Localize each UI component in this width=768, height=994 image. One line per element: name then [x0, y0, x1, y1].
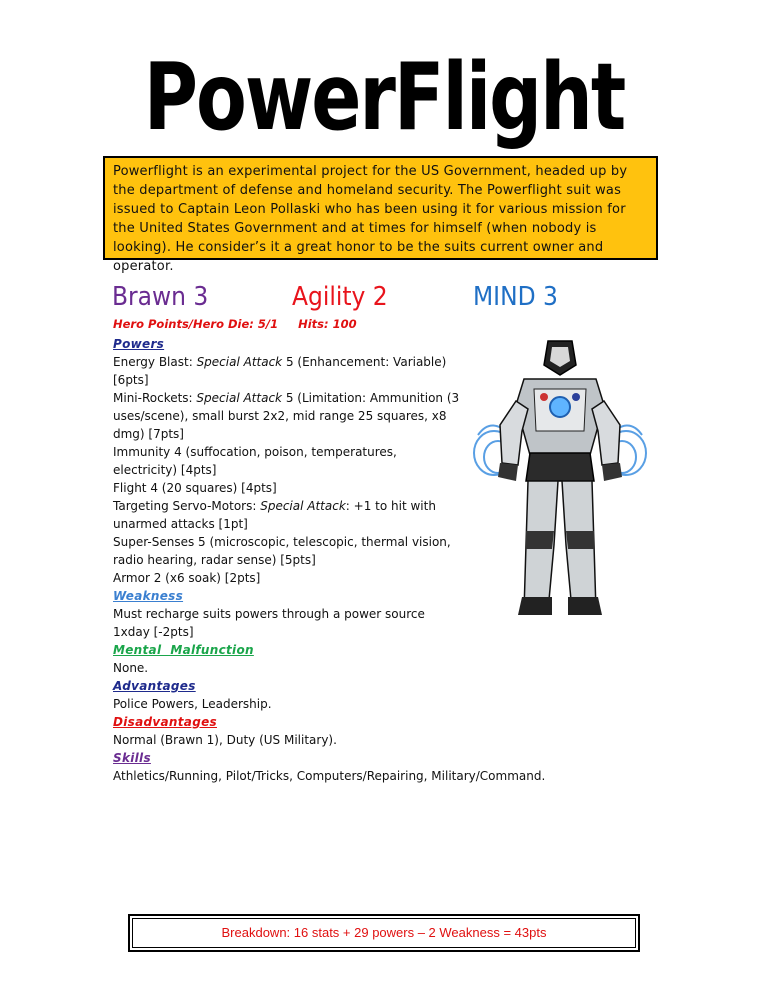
disadvantages-text: Normal (Brawn 1), Duty (US Military).	[113, 733, 337, 747]
hero-points-line: Hero Points/Hero Die: 5/1 Hits: 100	[113, 317, 357, 331]
intro-box: Powerflight is an experimental project for the US Government, headed up by the department of defense and homeland security. The Powerflight suit was issued to Captain Leon Pollaski who has been using it for various mission for the United States Government and at times for himself (when nobody is looking). He consider’s it a great honor to be the suits current owner and operator.	[103, 156, 658, 260]
breakdown-text: Breakdown: 16 stats + 29 powers – 2 Weakness = 43pts	[132, 918, 636, 948]
character-details	[113, 335, 546, 785]
power-item: Super-Senses 5 (microscopic, telescopic, thermal vision, radio hearing, radar sense) [5pts]	[113, 535, 451, 567]
skills-text: Athletics/Running, Pilot/Tricks, Computers/Repairing, Military/Command.	[113, 769, 546, 783]
armored-hero-illustration	[472, 335, 648, 621]
advantages-text: Police Powers, Leadership.	[113, 697, 272, 711]
skills-heading: Skills	[113, 751, 151, 765]
weakness-heading: Weakness	[113, 589, 184, 603]
power-item: Mini-Rockets: Special Attack 5 (Limitation: Ammunition (3 uses/scene), small burst 2x2, mid range 25 squares, x8 dmg) [7pts]	[113, 391, 460, 441]
power-item: Immunity 4 (suffocation, poison, temperatures, electricity) [4pts]	[113, 445, 397, 477]
power-item: Flight 4 (20 squares) [4pts]	[113, 481, 277, 495]
powers-heading: Powers	[113, 337, 165, 351]
mental-malfunction-heading: Mental Malfunction	[113, 643, 254, 657]
breakdown-box	[128, 914, 640, 952]
power-item: Armor 2 (x6 soak) [2pts]	[113, 571, 261, 585]
stat-mind: MIND 3	[473, 282, 558, 312]
disadvantages-heading: Disadvantages	[113, 715, 217, 729]
mental-malfunction-text: None.	[113, 661, 149, 675]
power-item: Targeting Servo-Motors: Special Attack: +1 to hit with unarmed attacks [1pt]	[113, 499, 436, 531]
page-title: PowerFlight	[143, 44, 625, 152]
stat-brawn: Brawn 3	[112, 282, 209, 312]
weakness-text: Must recharge suits powers through a power source 1xday [-2pts]	[113, 607, 425, 639]
advantages-heading: Advantages	[113, 679, 196, 693]
power-item: Energy Blast: Special Attack 5 (Enhancement: Variable) [6pts]	[113, 355, 447, 387]
stat-agility: Agility 2	[292, 282, 388, 312]
